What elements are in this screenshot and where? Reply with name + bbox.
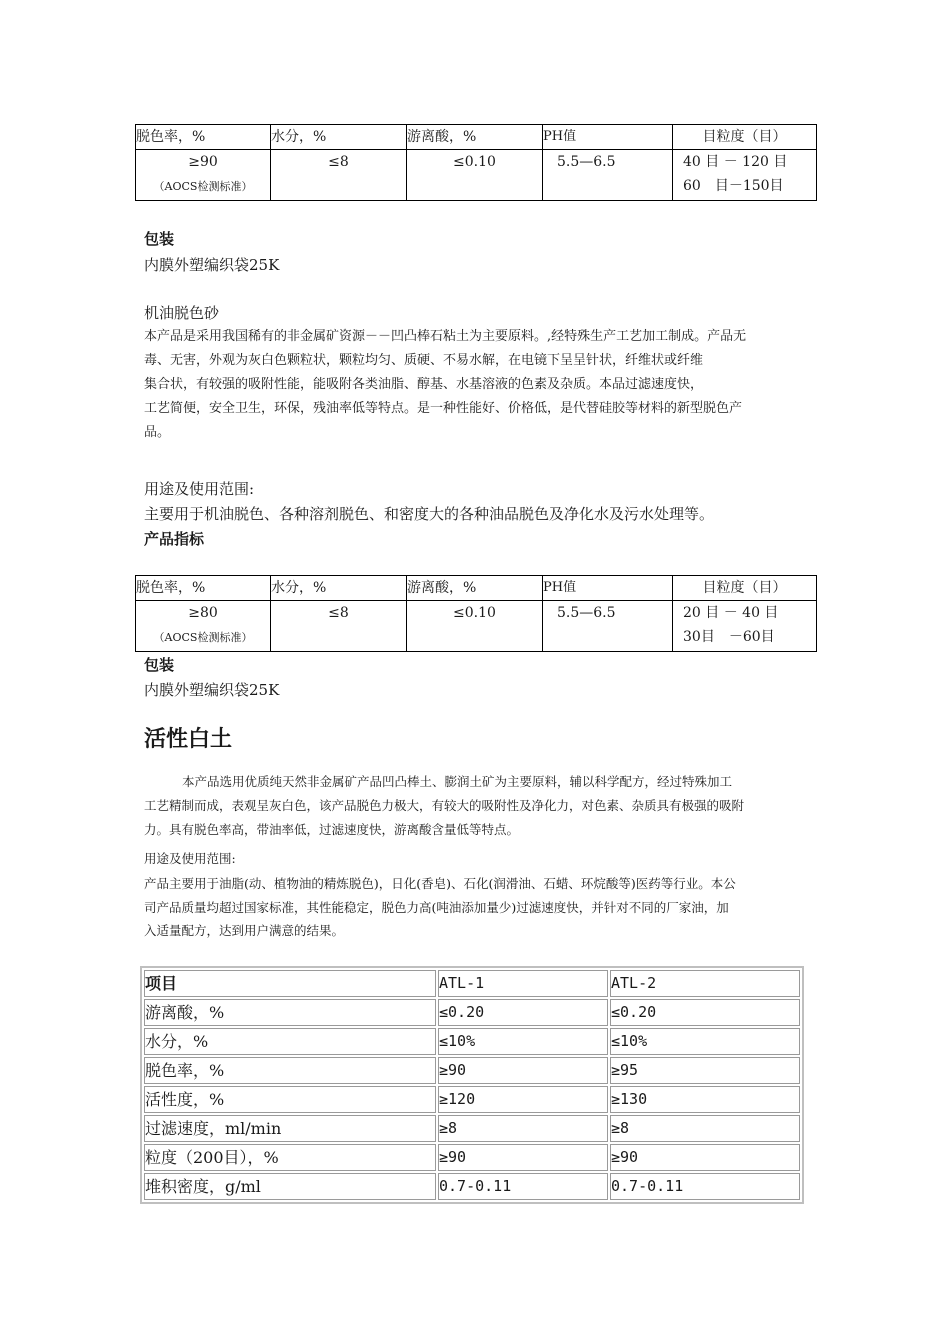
mesh-value-line-1: 40 目 － 120 目: [683, 154, 788, 170]
atl1-value: ≥8: [438, 1115, 608, 1142]
clay-intro: [144, 770, 824, 794]
decolor-value-cell: [136, 150, 271, 201]
atl-header-item: 项目: [144, 970, 436, 997]
atl1-value: ≥120: [438, 1086, 608, 1113]
table-row: [144, 1144, 800, 1171]
table-row: [144, 999, 800, 1026]
spec-table-header-row: [136, 576, 817, 601]
atl2-value: ≥130: [610, 1086, 800, 1113]
desc-line: 工艺简便，安全卫生，环保，残油率低等特点。是一种性能好、价格低，是代替硅胶等材料的新型脱色产: [144, 401, 743, 416]
header-decolor-rate: 脱色率，%: [136, 125, 271, 150]
table-row: [144, 1028, 800, 1055]
row-label: 水分，%: [144, 1028, 436, 1055]
desc-line: 品。: [144, 425, 171, 440]
atl2-value: ≤10%: [610, 1028, 800, 1055]
decolor-value: ≥80: [188, 605, 218, 621]
mesh-value-line-1: 20 目 － 40 目: [683, 605, 779, 621]
activated-clay-title: 活性白土: [144, 727, 233, 752]
header-moisture: 水分，%: [271, 576, 407, 601]
header-free-acid: 游离酸，%: [407, 576, 543, 601]
row-label: 过滤速度，ml/min: [144, 1115, 436, 1142]
atl1-value: ≥90: [438, 1144, 608, 1171]
oil-sand-title: 机油脱色砂: [144, 304, 220, 322]
spec-table-2: [135, 575, 817, 652]
row-label: 脱色率，%: [144, 1057, 436, 1084]
spec-table-value-row: [136, 601, 817, 652]
desc-line: 本产品是采用我国稀有的非金属矿资源－－凹凸棒石粘土为主要原料。,经特殊生产工艺加工制成。产品无: [144, 329, 747, 344]
table-row: [144, 1057, 800, 1084]
packaging-heading-1: 包装: [144, 230, 175, 248]
intro-line: 力。具有脱色率高，带油率低，过滤速度快，游离酸含量低等特点。: [144, 821, 520, 837]
header-ph: PH值: [543, 125, 673, 150]
spec-table-header-row: [136, 125, 817, 150]
header-moisture: 水分，%: [271, 125, 407, 150]
header-mesh: 目粒度（目）: [673, 576, 817, 601]
atl2-value: ≤0.20: [610, 999, 800, 1026]
oil-sand-description: [144, 325, 824, 445]
aocs-standard-note: （AOCS检测标准）: [153, 180, 253, 193]
acid-value: ≤0.10: [407, 601, 543, 652]
desc-line: 毒、无害，外观为灰白色颗粒状，颗粒均匀、质硬、不易水解，在电镜下呈呈针状，纤维状或纤维: [144, 353, 704, 368]
mesh-value-line-2: 30目 －60目: [683, 629, 775, 645]
table-row: [144, 1086, 800, 1113]
header-mesh: 目粒度（目）: [673, 125, 817, 150]
atl-spec-table: [140, 966, 804, 1204]
row-label: 游离酸，%: [144, 999, 436, 1026]
oil-sand-usage-title: 用途及使用范围:: [144, 480, 255, 498]
intro-line: 本产品选用优质纯天然非金属矿产品凹凸棒土、膨润土矿为主要原料，辅以科学配方，经过特殊加工: [182, 774, 733, 789]
aocs-standard-note: （AOCS检测标准）: [153, 631, 253, 644]
ph-value: 5.5—6.5: [543, 601, 673, 652]
row-label: 粒度（200目），%: [144, 1144, 436, 1171]
atl1-value: ≥90: [438, 1057, 608, 1084]
atl2-value: ≥90: [610, 1144, 800, 1171]
packaging-text-1: 内膜外塑编织袋25K: [144, 256, 280, 274]
spec-table-value-row: [136, 150, 817, 201]
ph-value: 5.5—6.5: [543, 150, 673, 201]
mesh-value-cell: [673, 601, 817, 652]
header-free-acid: 游离酸，%: [407, 125, 543, 150]
atl1-value: 0.7-0.11: [438, 1173, 608, 1200]
clay-intro-cont: [144, 794, 834, 841]
decolor-value: ≥90: [188, 154, 218, 170]
header-decolor-rate: 脱色率，%: [136, 576, 271, 601]
atl1-value: ≤10%: [438, 1028, 608, 1055]
moisture-value: ≤8: [271, 150, 407, 201]
oil-sand-usage-text: 主要用于机油脱色、各种溶剂脱色、和密度大的各种油品脱色及净化水及污水处理等。: [144, 505, 715, 523]
atl2-value: ≥8: [610, 1115, 800, 1142]
usage-line: 入适量配方，达到用户满意的结果。: [144, 923, 345, 938]
mesh-value-cell: [673, 150, 817, 201]
atl1-value: ≤0.20: [438, 999, 608, 1026]
usage-line: 产品主要用于油脂(动、植物油的精炼脱色)，日化(香皂)、石化(润滑油、石蜡、环烷酸等)医药等行业。本公: [144, 876, 736, 891]
mesh-value-line-2: 60 目－150目: [683, 178, 784, 194]
table-row: [144, 1115, 800, 1142]
spec-heading: 产品指标: [144, 530, 205, 548]
clay-usage-title: 用途及使用范围:: [144, 851, 236, 866]
decolor-value-cell: [136, 601, 271, 652]
row-label: 堆积密度，g/ml: [144, 1173, 436, 1200]
acid-value: ≤0.10: [407, 150, 543, 201]
atl2-value: 0.7-0.11: [610, 1173, 800, 1200]
atl-header-atl2: ATL-2: [610, 970, 800, 997]
header-ph: PH值: [543, 576, 673, 601]
atl2-value: ≥95: [610, 1057, 800, 1084]
spec-table-1: [135, 124, 817, 201]
row-label: 活性度，%: [144, 1086, 436, 1113]
desc-line: 集合状，有较强的吸附性能，能吸附各类油脂、醇基、水基溶液的色素及杂质。本品过滤速度快，: [144, 377, 704, 392]
usage-line: 司产品质量均超过国家标准，其性能稳定，脱色力高(吨油添加量少)过滤速度快，并针对不同的厂家油，加: [144, 899, 729, 915]
packaging-text-2: 内膜外塑编织袋25K: [144, 681, 280, 699]
table-row: [144, 1173, 800, 1200]
intro-line: 工艺精制而成，表观呈灰白色，该产品脱色力极大，有较大的吸附性及净化力，对色素、杂质具有极强的吸附: [144, 798, 745, 813]
clay-usage: [144, 872, 834, 943]
packaging-heading-2: 包装: [144, 656, 175, 674]
atl-header-atl1: ATL-1: [438, 970, 608, 997]
moisture-value: ≤8: [271, 601, 407, 652]
atl-header-row: [144, 970, 800, 997]
